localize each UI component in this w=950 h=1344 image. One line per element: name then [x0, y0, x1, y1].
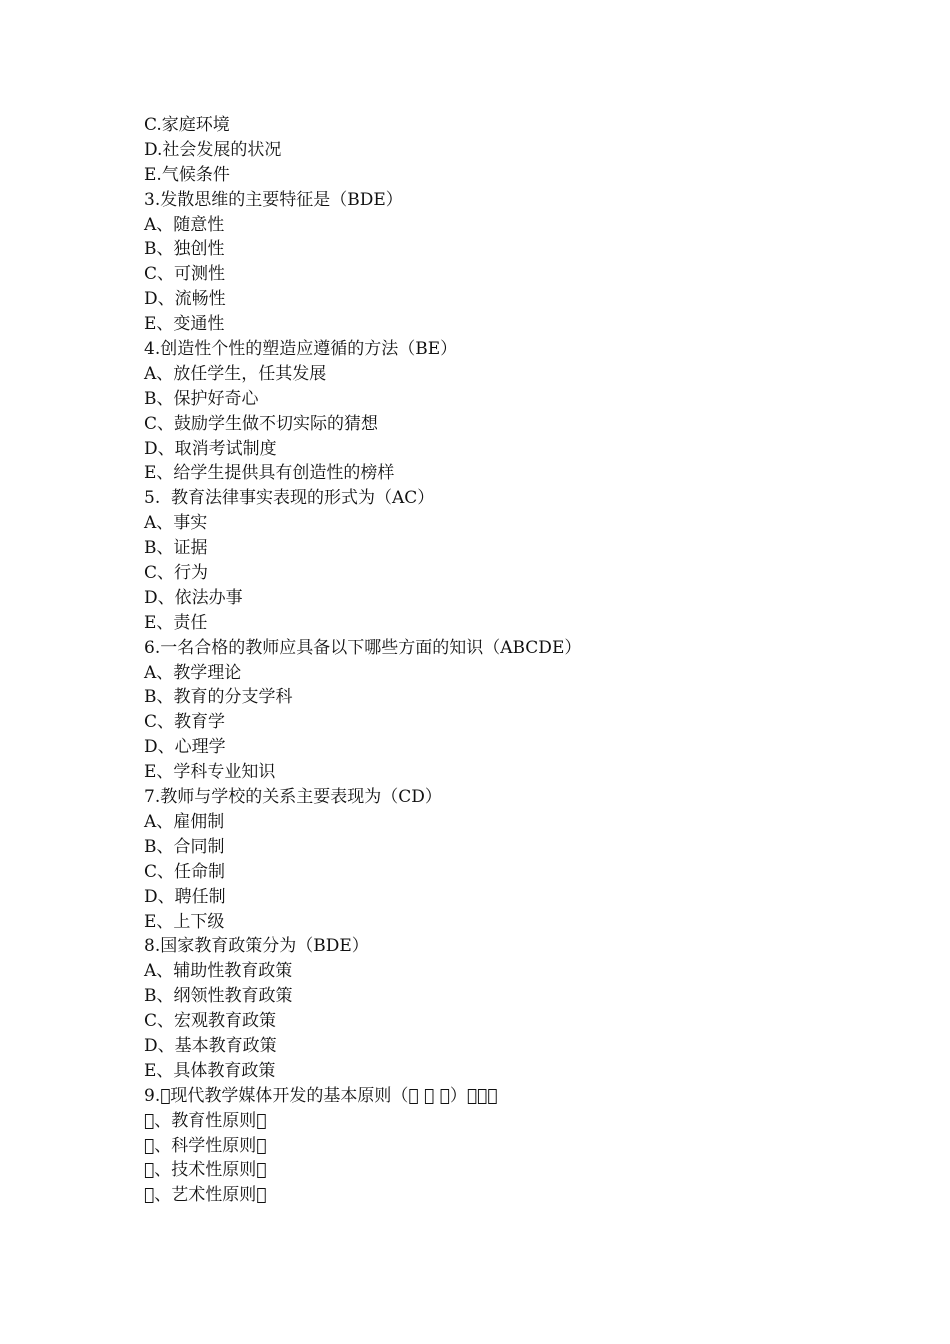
option-line:  、科学性原则 : [144, 1135, 267, 1156]
question-line: 8.国家教育政策分为（BDE）: [144, 936, 369, 957]
option-line: C、宏观教育政策: [144, 1011, 277, 1032]
question-line: 5. 教育法律事实表现的形式为（AC）: [144, 488, 435, 509]
option-line: C、任命制: [144, 861, 226, 882]
option-line: A、雇佣制: [144, 811, 225, 832]
option-line: E、责任: [144, 612, 208, 633]
text-line: C.家庭环境: [144, 115, 230, 135]
text-line: D.社会发展的状况: [144, 139, 282, 160]
question-line: 3.发散思维的主要特征是（BDE）: [144, 189, 403, 210]
option-line: D、基本教育政策: [144, 1035, 277, 1056]
option-line:  、技术性原则 : [144, 1160, 267, 1181]
question-line: 6.一名合格的教师应具备以下哪些方面的知识（ABCDE）: [144, 637, 582, 658]
option-line: D、心理学: [144, 737, 226, 758]
option-line: D、聘任制: [144, 886, 226, 907]
option-line: A、放任学生，任其发展: [144, 363, 327, 384]
text-line: E.气候条件: [144, 164, 230, 185]
option-line: A、事实: [144, 513, 208, 534]
option-line: C、鼓励学生做不切实际的猜想: [144, 413, 379, 434]
option-line: E、学科专业知识: [144, 762, 276, 783]
option-line: C、行为: [144, 563, 209, 584]
option-line: B、合同制: [144, 836, 225, 857]
option-line: A、辅助性教育政策: [144, 961, 293, 982]
option-line:  、教育性原则 : [144, 1110, 267, 1131]
option-line: D、流畅性: [144, 289, 226, 310]
question-line: 4.创造性个性的塑造应遵循的方法（BE）: [144, 339, 458, 360]
option-line: C、可测性: [144, 264, 226, 285]
option-line: B、独创性: [144, 239, 225, 260]
option-line: B、保护好奇心: [144, 388, 259, 409]
option-line: B、教育的分支学科: [144, 687, 293, 708]
option-line: D、取消考试制度: [144, 438, 277, 459]
option-line: D、依法办事: [144, 587, 243, 608]
question-line: 7.教师与学校的关系主要表现为（CD）: [144, 787, 442, 808]
option-line: A、随意性: [144, 214, 225, 235]
option-line: B、纲领性教育政策: [144, 986, 293, 1007]
option-line: E、变通性: [144, 314, 225, 335]
option-line: E、具体教育政策: [144, 1060, 276, 1081]
option-line: E、上下级: [144, 911, 225, 932]
option-line: C、教育学: [144, 712, 226, 733]
option-line: A、教学理论: [144, 662, 242, 683]
option-line: B、证据: [144, 538, 208, 559]
document-page: [144, 113, 904, 1208]
option-line: E、给学生提供具有创造性的榜样: [144, 463, 395, 484]
option-line:  、艺术性原则 : [144, 1185, 267, 1206]
question-line: 9. 现代教学媒体开发的基本原则（     ）   : [144, 1085, 498, 1106]
